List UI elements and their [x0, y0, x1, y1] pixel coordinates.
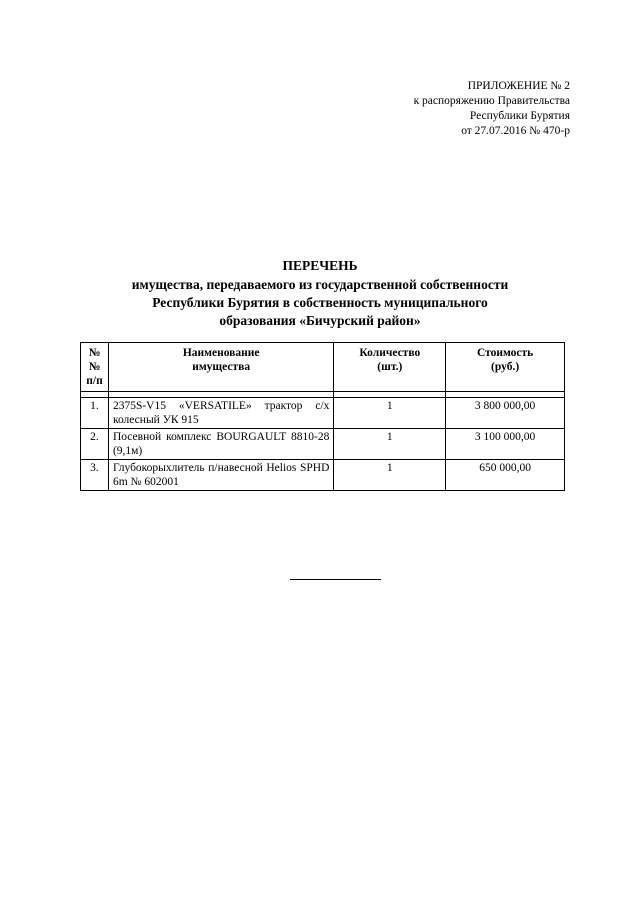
row-name: Глубокорыхлитель п/навесной Helios SPHD 6m № 602001: [108, 460, 333, 491]
table-row: [81, 429, 565, 460]
row-name: Посевной комплекс BOURGAULT 8810-28 (9,1м): [108, 429, 333, 460]
row-number: 2.: [81, 429, 109, 460]
header-name: [108, 343, 333, 392]
header-quantity-line-1: Количество: [359, 347, 421, 359]
property-table: [80, 342, 565, 491]
row-number: 3.: [81, 460, 109, 491]
appendix-authority: Республики Бурятия: [469, 110, 570, 122]
row-cost: 650 000,00: [446, 460, 565, 491]
appendix-header: [414, 79, 570, 139]
title-main: ПЕРЕЧЕНЬ: [282, 258, 358, 273]
row-name: 2375S-V15 «VERSATILE» трактор с/х колесный УК 915: [108, 398, 333, 429]
header-cost: [446, 343, 565, 392]
header-name-line-1: Наименование: [182, 347, 260, 359]
appendix-reference: к распоряжению Правительства: [413, 95, 570, 107]
table-header-row: [81, 343, 565, 392]
row-quantity: 1: [334, 429, 446, 460]
row-cost: 3 800 000,00: [446, 398, 565, 429]
table-row: [81, 460, 565, 491]
header-quantity-line-2: (шт.): [377, 361, 403, 373]
header-number-line-2: п/п: [86, 375, 103, 387]
header-cost-line-2: (руб.): [491, 361, 520, 373]
table-row: [81, 398, 565, 429]
header-number-line-1: №№: [88, 347, 101, 373]
header-quantity: [334, 343, 446, 392]
appendix-date: от 27.07.2016 № 470-р: [461, 125, 570, 137]
row-cost: 3 100 000,00: [446, 429, 565, 460]
row-number: 1.: [81, 398, 109, 429]
title-line-1: имущества, передаваемого из государственной собственности: [131, 277, 509, 292]
title-line-2: Республики Бурятия в собственность муниципального: [152, 295, 488, 310]
row-quantity: 1: [334, 460, 446, 491]
closing-divider: [290, 579, 381, 580]
header-number: [81, 343, 109, 392]
row-quantity: 1: [334, 398, 446, 429]
title-line-3: образования «Бичурский район»: [219, 313, 421, 328]
appendix-number: ПРИЛОЖЕНИЕ № 2: [467, 80, 570, 92]
header-name-line-2: имущества: [192, 361, 251, 373]
header-cost-line-1: Стоимость: [476, 347, 534, 359]
document-title: [0, 257, 640, 330]
